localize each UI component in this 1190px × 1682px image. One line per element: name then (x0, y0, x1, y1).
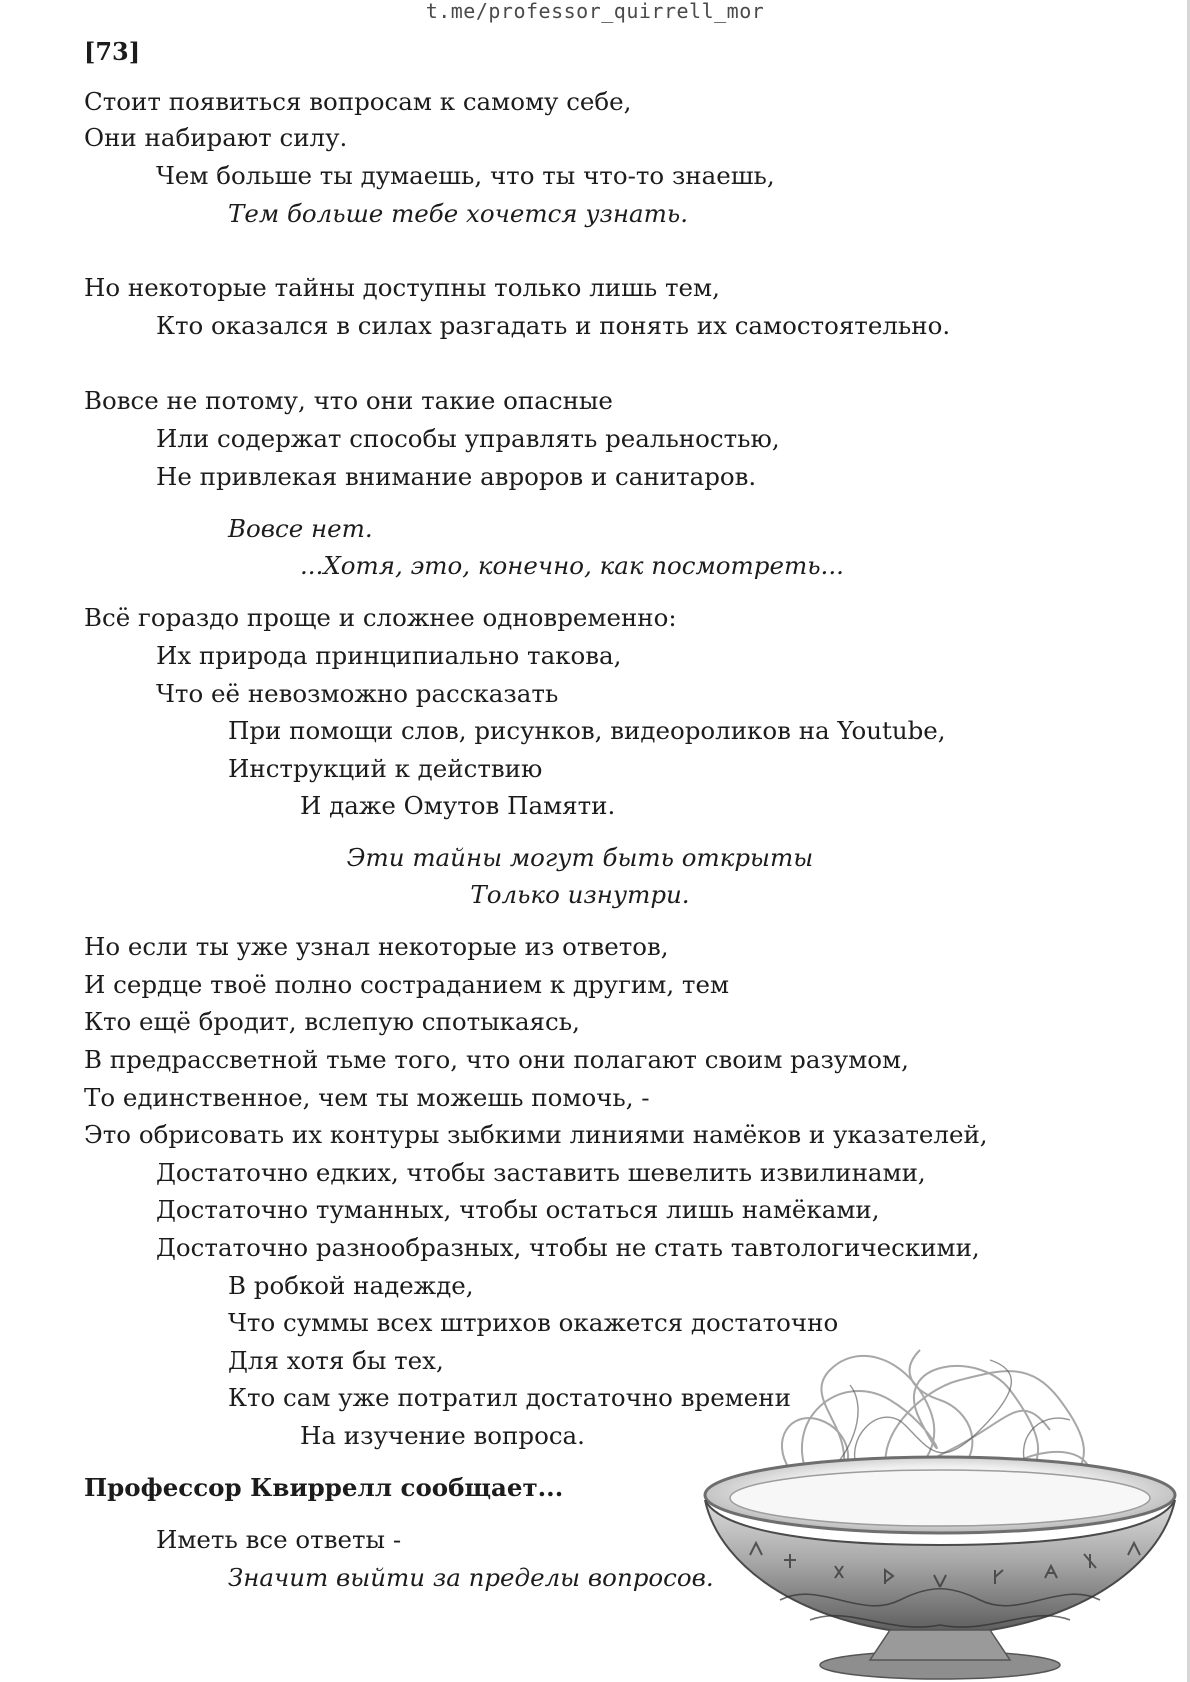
poem-line: В робкой надежде, (228, 1271, 474, 1300)
signature: Профессор Квиррелл сообщает... (84, 1473, 564, 1502)
poem-line: Чем больше ты думаешь, что ты что-то знаешь, (156, 161, 775, 190)
poem-line: То единственное, чем ты можешь помочь, - (84, 1083, 650, 1112)
pensieve-icon (690, 1330, 1180, 1682)
poem-line: Что её невозможно рассказать (156, 679, 559, 708)
poem-line: Они набирают силу. (84, 123, 348, 152)
channel-header: t.me/professor_quirrell_mor (425, 0, 765, 23)
poem-line: Достаточно туманных, чтобы остаться лишь намёками, (156, 1195, 880, 1224)
poem-line: При помощи слов, рисунков, видеороликов на Youtube, (228, 716, 946, 745)
poem-line: Достаточно едких, чтобы заставить шевелить извилинами, (156, 1158, 926, 1187)
poem-line: На изучение вопроса. (300, 1421, 585, 1450)
poem-line: Стоит появиться вопросам к самому себе, (84, 87, 632, 116)
poem-line: В предрассветной тьме того, что они полагают своим разумом, (84, 1045, 909, 1074)
poem-line: Или содержат способы управлять реальностью, (156, 424, 780, 453)
poem-line: Это обрисовать их контуры зыбкими линиями намёков и указателей, (84, 1120, 988, 1149)
poem-line: ...Хотя, это, конечно, как посмотреть... (300, 551, 844, 580)
poem-line: Тем больше тебе хочется узнать. (228, 199, 688, 228)
poem-line: Достаточно разнообразных, чтобы не стать тавтологическими, (156, 1233, 980, 1262)
poem-line: Для хотя бы тех, (228, 1346, 444, 1375)
epigram-line: Значит выйти за пределы вопросов. (228, 1563, 714, 1592)
poem-line: Кто сам уже потратил достаточно времени (228, 1383, 791, 1412)
poem-line: Кто ещё бродит, вслепую спотыкаясь, (84, 1007, 580, 1036)
poem-line: Но если ты уже узнал некоторые из ответов, (84, 932, 669, 961)
poem-line: Их природа принципиально такова, (156, 641, 622, 670)
poem-line: Только изнутри. (470, 880, 690, 909)
epigram-line: Иметь все ответы - (156, 1525, 402, 1554)
poem-line: Но некоторые тайны доступны только лишь тем, (84, 273, 720, 302)
poem-line: Кто оказался в силах разгадать и понять их самостоятельно. (156, 311, 951, 340)
poem-line: Эти тайны могут быть открыты (346, 843, 814, 872)
poem-line: И даже Омутов Памяти. (300, 791, 616, 820)
poem-line: Что суммы всех штрихов окажется достаточно (228, 1308, 839, 1337)
poem-line: Не привлекая внимание авроров и санитаров. (156, 462, 757, 491)
poem-line: Инструкций к действию (228, 754, 543, 783)
poem-line: И сердце твоё полно состраданием к другим, тем (84, 970, 730, 999)
poem-line: Всё гораздо проще и сложнее одновременно: (84, 603, 677, 632)
poem-line: Вовсе не потому, что они такие опасные (84, 386, 613, 415)
poem-line: Вовсе нет. (228, 514, 373, 543)
poem-number: [73] (84, 37, 141, 66)
